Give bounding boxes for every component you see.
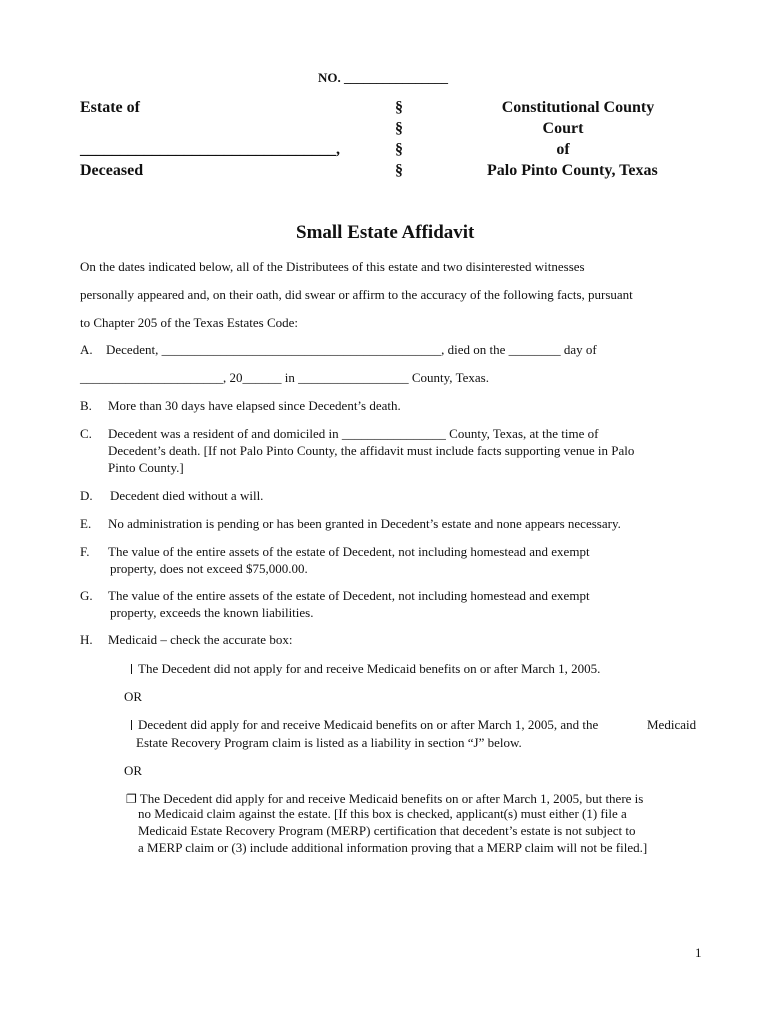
item-g-text: The value of the entire assets of the estate of Decedent, not including homestead and exempt [108,588,590,603]
medicaid-option-3-text: a MERP claim or (3) include additional information proving that a MERP claim will not be filed.] [138,840,648,855]
checkbox-icon[interactable] [131,720,132,730]
item-letter: E. [80,516,92,531]
item-f-text: property, does not exceed $75,000.00. [110,561,308,576]
item-a-text: ______________________, 20______ in _________________ County, Texas. [80,370,489,385]
item-letter: H. [80,632,93,647]
item-e-text: No administration is pending or has been granted in Decedent’s estate and none appears necessary. [108,516,621,531]
section-mark: § [395,99,403,116]
checkbox-icon[interactable]: ❐ [126,792,137,806]
item-b-text: More than 30 days have elapsed since Decedent’s death. [108,398,401,413]
item-c-text: Decedent’s death. [If not Palo Pinto County, the affidavit must include facts supporting venue in Palo [108,443,635,458]
court-name-line: Constitutional County [501,99,655,116]
intro-line: personally appeared and, on their oath, did swear or affirm to the accuracy of the following facts, pursuant [80,287,633,302]
intro-line: to Chapter 205 of the Texas Estates Code: [80,315,298,330]
page-title: Small Estate Affidavit [296,222,475,243]
item-letter: F. [80,544,90,559]
item-letter: A. [80,342,93,357]
item-a-text: Decedent, ___________________________________________, died on the ________ day of [106,342,597,357]
item-h-text: Medicaid – check the accurate box: [108,632,293,647]
medicaid-option-3-text: The Decedent did apply for and receive Medicaid benefits on or after March 1, 2005, but there is [139,791,644,806]
item-f-text: The value of the entire assets of the estate of Decedent, not including homestead and exempt [108,544,590,559]
case-number: NO. ________________ [318,70,448,85]
medicaid-option-2-text: Decedent did apply for and receive Medicaid benefits on or after March 1, 2005, and the [138,717,599,732]
court-name-line: of [556,141,570,158]
item-d-text: Decedent died without a will. [110,488,264,503]
section-mark: § [395,162,403,179]
intro-line: On the dates indicated below, all of the Distributees of this estate and two disinterested witnesses [80,259,585,274]
page-number: 1 [695,945,702,960]
checkbox-icon[interactable] [131,664,132,674]
deceased-label: Deceased [80,162,144,179]
item-c-text: Pinto County.] [108,460,184,475]
medicaid-option-1[interactable] [131,661,600,677]
estate-of-label: Estate of [80,99,140,116]
item-letter: B. [80,398,92,413]
item-letter: C. [80,426,92,441]
decedent-name-blank: ________________________________, [80,141,340,158]
court-name-line: Court [542,120,584,137]
or-separator: OR [124,763,143,778]
or-separator: OR [124,689,143,704]
item-c-text: Decedent was a resident of and domiciled in ________________ County, Texas, at the time of [108,426,599,441]
item-letter: G. [80,588,93,603]
medicaid-option-3[interactable] [126,791,643,807]
section-mark: § [395,120,403,137]
medicaid-option-3-text: no Medicaid claim against the estate. [If this box is checked, applicant(s) must either (1) file a [138,806,627,821]
medicaid-option-2-text: Medicaid [647,717,697,732]
medicaid-option-1-text: The Decedent did not apply for and receive Medicaid benefits on or after March 1, 2005. [138,661,601,676]
section-mark: § [395,141,403,158]
medicaid-option-2-text: Estate Recovery Program claim is listed as a liability in section “J” below. [136,735,522,750]
medicaid-option-3-text: Medicaid Estate Recovery Program (MERP) certification that decedent’s estate is not subject to [138,823,636,838]
item-letter: D. [80,488,93,503]
court-name-line: Palo Pinto County, Texas [487,162,658,179]
item-g-text: property, exceeds the known liabilities. [110,605,314,620]
medicaid-option-2[interactable] [131,717,598,733]
